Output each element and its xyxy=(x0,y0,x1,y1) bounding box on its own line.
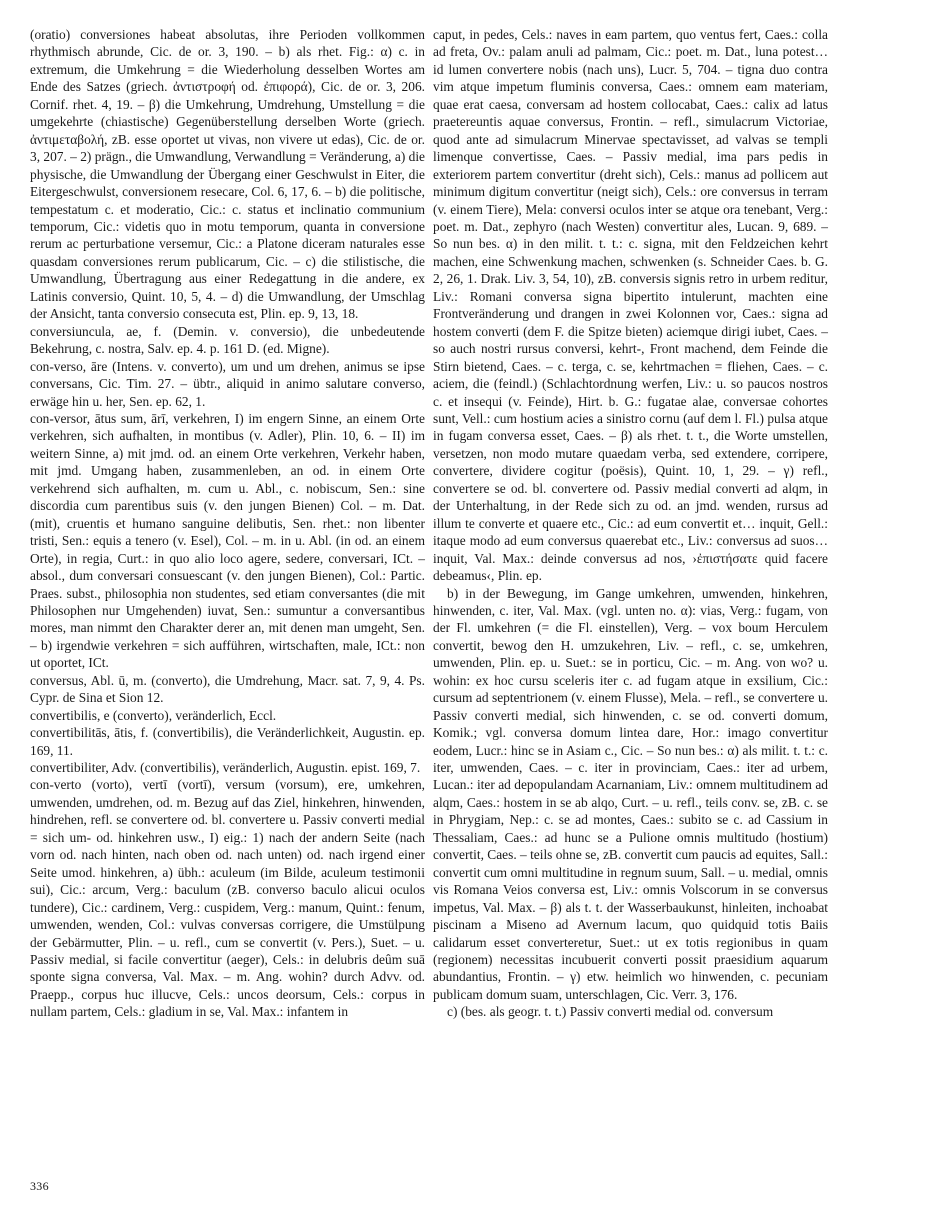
entry-conversiuncula: conversiuncula, ae, f. (Demin. v. conversio), die unbedeutende Bekehrung, c. nostra, Salv. ep. 4. p. 161 D. (ed. Migne). xyxy=(30,323,425,357)
entry-con-verto-start: con-verto (vorto), vertī (vortī), versum (vorsum), ere, umkehren, umwenden, umdrehen, od. m. Bezug auf das Ziel, hinkehren, hinwenden, hindrehen, refl. se convertere od. bl. convertere u. Passiv converti medial = sich um- od. hinkehren usw., I) eig.: 1) nach der andern Seite (nach vorn od. nach hinten, nach oben od. nach unten) od. nach irgend einer Seite umod. hinkehren, a) übh.: aculeum (im Bilde, aculeum testimonii sui), Cic.: arcum, Verg.: baculum (zB. converso baculo alicui oculos tundere), Cic.: cardinem, Verg.: cuspidem, Verg.: manum, Quint.: fenum, umwenden, wenden, Col.: vulvas conversas corrigere, die Umstülpung der Gebärmutter, Plin. – u. refl., cum se convertit (v. Pers.), Suet. – u. Passiv medial, si facile convertitur (aeger), Cels.: in delubris deûm suā sponte signa conversa, Val. Max. – m. Ang. wohin? durch Advv. od. Praepp., corpus huc illucve, Cels.: uncos deorsum, Cels.: corpus in nullam partem, Cels.: gladium in se, Val. Max.: infantem in xyxy=(30,777,425,1020)
entry-conversio-continued: (oratio) conversiones habeat absolutas, ihre Perioden vollkommen rhythmisch abrunde, Cic. de or. 3, 190. – b) als rhet. Fig.: α) c. in extremum, die Umkehrung = die Wiederholung desselben Wortes am Ende des Satzes (griech. ἀντιστροφή od. ἐπιφορά), Cic. de or. 3, 206. Cornif. rhet. 4, 19. – β) die Umkehrung, Umdrehung, Umstellung = die umgekehrte (chiastische) Gegenüberstellung derselben Worte (griech. ἀντιμεταβολή, zB. esse oportet ut vivas, non vivere ut edas), Cic. de or. 3, 207. – 2) prägn., die Umwandlung, Verwandlung = Veränderung, a) die physische, die Umwandlung der Übergang einer Geschwulst in Eiter, die Eitergeschwulst, conversionem resecare, Col. 6, 17, 6. – b) die politische, tempestatum c. et moderatio, Cic.: c. status et inclinatio communium temporum, Cic.: videtis quo in motu temporum, quanta in conversione rerum ac perturbatione versemur, Cic.: a Platone diceram naturales esse quasdam conversiones rerum publicarum, Cic. – c) die stilistische, die Umwandlung, Übertragung aus einer Redegattung in die andere, ex Latinis conversio, Quint. 10, 5, 4. – d) die Umwandlung, der Umschlag der Ansicht, tanta conversio consecuta est, Plin. ep. 9, 13, 18. xyxy=(30,27,425,322)
page-number: 336 xyxy=(30,1179,49,1193)
entry-con-verto-c: c) (bes. als geogr. t. t.) Passiv converti medial od. conversum xyxy=(447,1004,774,1020)
entry-con-verto-continued: caput, in pedes, Cels.: naves in eam partem, quo ventus fert, Caes.: colla ad freta, Ov.: palam anuli ad palmam, Cic.: poet. m. Dat., luna potest… id lumen convertere nobis (nach uns), Lucr. 5, 704. – tigna duo contra vim atque impetum fluminis conversa, Caes.: omnem eam materiam, quae erat caesa, conversam ad hostem collocabat, Caes.: calix ad latus praetereuntis aquae conversus, Frontin. – refl., simulacrum Victoriae, quod ante ad simulacrum Minervae spectavisset, ad valvas se templi limenque convertisse, Caes. – Passiv medial, ima pars pedis in exteriorem partem convertitur (dreht sich), Cels.: manus ad pollicem aut minimum digitum convertitur (neigt sich), Cels.: ore conversus in terram (v. einem Tiere), Mela: conversi oculos inter se atque ora tenebant, Verg.: poet. m. Dat., zephyro (nach Westen) convertitur ales, Lucan. 9, 689. – So nun bes. α) in den milit. t. t.: c. signa, mit den Feldzeichen kehrt machen, eine Schwenkung machen, schwenken (s. Schneider Caes. b. G. 2, 26, 1. Drak. Liv. 3, 54, 10), zB. conversis signis retro in urbem reditur, Liv.: Romani conversa signa bipertito intulerunt, machten eine Frontveränderung und drangen in zwei Kolonnen vor, Caes.: signa ad hostem converti (dem F. die Spitze bieten) aciemque dirigi iubet, Caes. – so auch nostri rursus conversi, kehrt-, Front machend, dem Feinde die Stirn bietend, Caes. – c. terga, c. se, kehrtmachen = fliehen, Caes. – c. aciem, die (feindl.) (Schlachtordnung werfen, Liv.: u. so paucos nostros c. et insequi (v. Feinde), Hirt. b. G.: fugatae alae, conversae cohortes sunt, Vell.: cum hostium acies a sinistro cornu (auf dem l. Fl.) pulsa atque in fugam conversa esset, Caes. – β) als rhet. t. t., die Worte umstellen, versetzen, non modo mutare quaedam verba, sed extendere, corripere, convertere, dividere cogitur (poёsis), Quint. 10, 1, 29. – γ) refl., convertere se od. bl. convertere od. Passiv medial converti ad alqm, in der Unterhaltung, in der Rede sich zu od. an jmd. wenden, rursus ad illum te converte et quaere etc., Cic.: ad eum convertit et… inquit, Gell.: itaque modo ad eum conversus quaerebat etc., Liv.: conversus ad suos… inquit, Val. Max.: deinde conversus ad nos, ›ἐπιστήσατε quid facere debeamus‹, Plin. ep. xyxy=(433,27,828,584)
right-column xyxy=(433,26,828,1021)
entry-convertibilis: convertibilis, e (converto), veränderlich, Eccl. xyxy=(30,707,277,723)
entry-con-versor: con-versor, ātus sum, ārī, verkehren, I) im engern Sinne, an einem Orte verkehren, sich aufhalten, in montibus (v. Adler), Plin. 10, 6. – II) im weitern Sinne, a) mit jmd. od. an einem Orte verkehren, Verkehr haben, mit jmd. Umgang haben, zusammenleben, an od. in einem Orte verkehrend sich aufhalten, m. cum u. Abl., c. nobiscum, Sen.: sine discordia cum parentibus suis (v. den jungen Bienen) Col. – m. Dat. (mit), cruentis et humano sanguine delibutis, Sen. rhet.: non libenter tristi, Sen.: equis a tenero (v. Esel), Col. – m. in u. Abl. (in od. an einem Orte), in regia, Curt.: in quo alio loco agere, sedere, conversari, ICt. – absol., dum conversari consuescant (v. den jungen Bienen), Col.: Partic. Praes. subst., philosophia non studentes, sed etiam conversantes (die mit Philosophen nur Umgehenden) iuvat, Sen.: sumuntur a conversantibus mores, man nimmt den Charakter derer an, mit denen man umgeht, Sen. – b) irgendwie verkehren = sich aufführen, wirtschaften, male, ICt.: non ut oportet, ICt. xyxy=(30,410,425,671)
left-column xyxy=(30,26,425,1021)
entry-convertibiliter: convertibiliter, Adv. (convertibilis), veränderlich, Augustin. epist. 169, 7. xyxy=(30,760,421,776)
entry-con-verto-b: b) in der Bewegung, im Gange umkehren, umwenden, hinkehren, hinwenden, c. iter, Val. Max. (vgl. unten no. α): vias, Verg.: fugam, von der Fl. umkehren (= die Fl. einstellen), Verg. – vox boum Herculem convertit, bewog den H. umzukehren, Liv. – refl., c. se, umkehren, umwenden, Plin. ep. u. Suet.: se in porticu, Cic. – m. Ang. von wo? u. wohin: ex hoc cursu sceleris iter c. ad fugam atque in exsilium, Cic.: cursum ad septentrionem (v. einem Flusse), Mela. – refl., se convertere u. Passiv converti medial, sich hinwenden, c. se od. converti domum, Komik.; vgl. conversa domum lintea dare, Hor.: imago convertitur eodem, Lucr.: hinc se in Asiam c., Cic. – So nun bes.: α) als milit. t. t.: c. iter, umwenden, Caes. – c. iter in provinciam, Caes.: iter ad urbem, Lucan.: iter ad depopulandam Acarnaniam, Liv.: omnem multitudinem ad alqm, Caes.: hostem in se ab alqo, Curt. – u. refl., teils conv. se, zB. c. se in Phrygiam, Nep.: c. se ad montes, Caes.: subito se c. ad Cassium in Thessaliam, Caes.: ad hunc se a Pulione omnis multitudo (hostium) convertit, Caes. – teils ohne se, zB. convertit cum paucis ad equites, Sall.: convertit cum omni multitudine in regnum suum, Sall. – u. medial, omnis vis Romana Veios conversa est, Liv.: omnis Volscorum in se conversus impetus, Val. Max. – β) als t. t. der Wasserbaukunst, hinleiten, inchoabat piscinam a Miseno ad Avernum lacum, quo quidquid totis Baiis calidarum esset converteretur, Suet.: ut ex totis regionibus in quam (regionem) necessitas incubuerit converti possit praesidium aquarum abundantius, Frontin. – γ) etw. heimlich wo hinwenden, c. pecuniam publicam domum suam, unterschlagen, Cic. Verr. 3, 176. xyxy=(433,585,828,1002)
entry-con-verso: con-verso, āre (Intens. v. converto), um und um drehen, animus se ipse conversans, Cic. Tim. 27. – übtr., aliquid in animo salutare converso, erwäge hin u. her, Sen. ep. 62, 1. xyxy=(30,358,425,409)
entry-conversus: conversus, Abl. ū, m. (converto), die Umdrehung, Macr. sat. 7, 9, 4. Ps. Cypr. de Sina et Sion 12. xyxy=(30,672,425,706)
entry-convertibilitas: convertibilitās, ātis, f. (convertibilis), die Veränderlichkeit, Augustin. ep. 169, 11. xyxy=(30,725,425,758)
